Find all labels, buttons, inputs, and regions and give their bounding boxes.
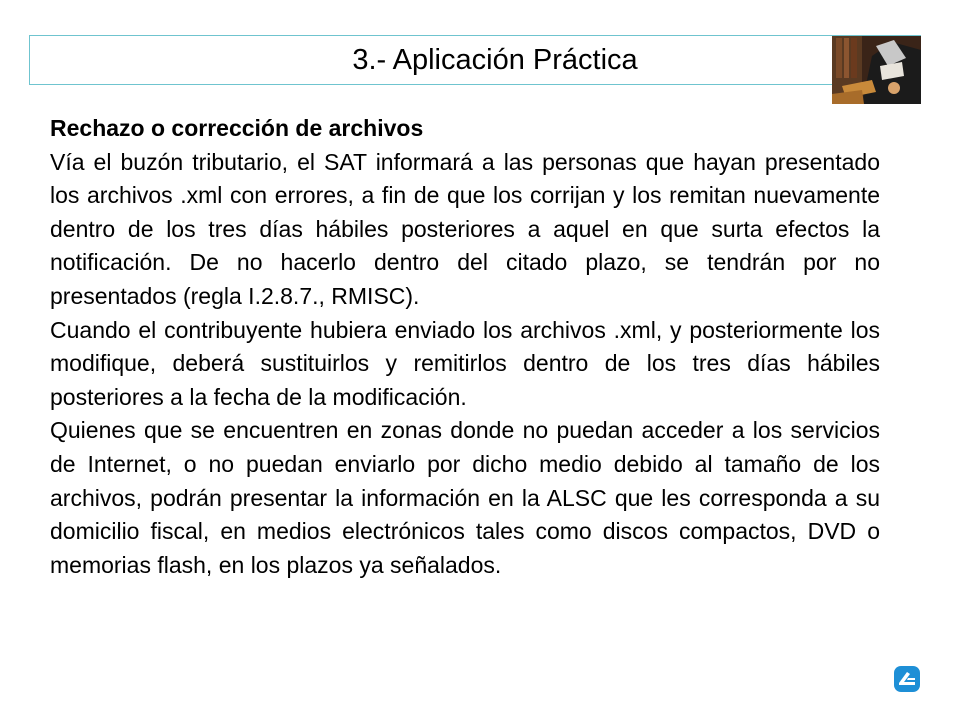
paragraph: Vía el buzón tributario, el SAT informará a las personas que hayan presentado los archivos .xml con errores, a fin de que los corrijan y los remitan nuevamente dentro de los tres días hábiles posteriores a aquel en que surta efectos la notificación. De no hacerlo dentro del citado plazo, se tendrán por no presentados (regla I.2.8.7., RMISC).	[50, 148, 880, 309]
slide-content	[50, 112, 880, 582]
title-box	[29, 35, 921, 85]
blue-logo-icon	[893, 665, 921, 693]
page-title: 3.- Aplicación Práctica	[352, 43, 638, 76]
section-heading: Rechazo o corrección de archivos	[50, 115, 424, 141]
paragraph: Cuando el contribuyente hubiera enviado los archivos .xml, y posteriormente los modifique, deberá sustituirlos y remitirlos dentro de los tres días hábiles posteriores a la fecha de la modificación.	[50, 316, 880, 410]
paragraph: Quienes que se encuentren en zonas donde no puedan acceder a los servicios de Internet, o no puedan enviarlo por dicho medio debido al tamaño de los archivos, podrán presentar la información en la ALSC que les corresponda a su domicilio fiscal, en medios electrónicos tales como discos compactos, DVD o memorias flash, en los plazos ya señalados.	[50, 417, 880, 578]
legal-professional-photo	[832, 36, 921, 104]
